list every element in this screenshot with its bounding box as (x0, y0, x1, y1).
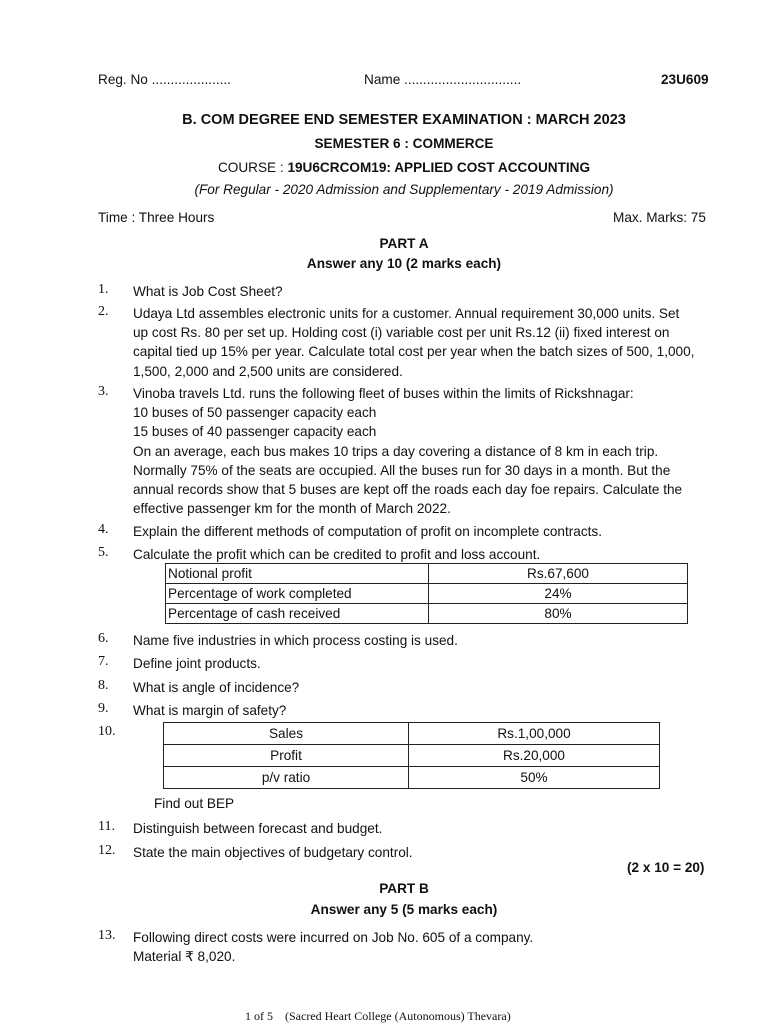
page-number: 1 of 5 (245, 1009, 273, 1023)
question-text: Calculate the profit which can be credited to profit and loss account. (133, 547, 541, 562)
paper-code: 23U609 (661, 72, 709, 87)
question-number: 9. (98, 701, 109, 716)
question-6 (98, 631, 718, 650)
question-1 (98, 282, 718, 301)
question-number: 12. (98, 843, 116, 858)
table-cell: 50% (409, 767, 660, 789)
table-cell: Percentage of cash received (166, 604, 429, 624)
question-9 (98, 701, 718, 720)
question-text: What is Job Cost Sheet? (133, 284, 283, 299)
question-line: On an average, each bus makes 10 trips a day covering a distance of 8 km in each trip. (133, 443, 659, 459)
table-row (166, 584, 688, 604)
question-2 (98, 304, 718, 381)
table-row (166, 564, 688, 584)
question-text (133, 384, 718, 518)
table-cell: Rs.20,000 (409, 745, 660, 767)
question-line: Vinoba travels Ltd. runs the following fleet of buses within the limits of Rickshnagar: (133, 386, 634, 401)
table-cell: Percentage of work completed (166, 584, 429, 604)
question-text (133, 928, 718, 966)
question-line: Udaya Ltd assembles electronic units for a customer. Annual requirement 30,000 units. Set (133, 306, 680, 321)
page-footer (245, 1009, 511, 1024)
part-a-instruction: Answer any 10 (2 marks each) (306, 256, 502, 271)
exam-time: Time : Three Hours (98, 210, 215, 225)
table-row (164, 767, 660, 789)
table-cell: Notional profit (166, 564, 429, 584)
question-line: 15 buses of 40 passenger capacity each (133, 424, 377, 440)
table-cell: Rs.1,00,000 (409, 723, 660, 745)
exam-title: B. COM DEGREE END SEMESTER EXAMINATION : MARCH 2023 (182, 112, 626, 128)
question-8 (98, 678, 718, 697)
table-cell: Rs.67,600 (429, 564, 688, 584)
table-row (164, 745, 660, 767)
question-3 (98, 384, 718, 518)
table-cell: 80% (429, 604, 688, 624)
question-11 (98, 819, 718, 838)
question-number: 2. (98, 304, 109, 319)
question-text: What is margin of safety? (133, 703, 287, 718)
question-line: Normally 75% of the seats are occupied. All the buses run for 30 days in a month. But the (133, 462, 671, 478)
question-line: Following direct costs were incurred on Job No. 605 of a company. (133, 930, 534, 945)
question-number: 3. (98, 384, 109, 399)
question-number: 1. (98, 282, 109, 297)
table-row (164, 723, 660, 745)
max-marks: Max. Marks: 75 (613, 210, 706, 225)
question-line: annual records show that 5 buses are kept off the roads each day foe repairs. Calculate the (133, 482, 683, 498)
question-number: 10. (98, 724, 116, 739)
bep-table (163, 722, 660, 789)
name-field: Name ............................... (364, 72, 522, 87)
question-text: Name five industries in which process costing is used. (133, 633, 458, 648)
table-cell: Profit (164, 745, 409, 767)
question-number: 6. (98, 631, 109, 646)
semester-title: SEMESTER 6 : COMMERCE (314, 136, 494, 151)
question-number: 13. (98, 928, 116, 943)
question-number: 4. (98, 522, 109, 537)
question-line: 1,500, 2,000 and 2,500 units are considered. (133, 363, 403, 379)
college-name: (Sacred Heart College (Autonomous) Thevara) (285, 1009, 511, 1023)
question-text: Explain the different methods of computation of profit on incomplete contracts. (133, 524, 602, 539)
table-cell: Sales (164, 723, 409, 745)
question-number: 7. (98, 654, 109, 669)
question-5 (98, 545, 718, 564)
question-number: 5. (98, 545, 109, 560)
course-prefix: COURSE : (217, 160, 288, 175)
table-cell: 24% (429, 584, 688, 604)
course-name: 19U6CRCOM19: APPLIED COST ACCOUNTING (287, 160, 591, 175)
part-b-instruction: Answer any 5 (5 marks each) (310, 902, 498, 917)
admission-note: (For Regular - 2020 Admission and Supplementary - 2019 Admission) (194, 182, 614, 197)
question-text: What is angle of incidence? (133, 680, 300, 695)
table-row (166, 604, 688, 624)
question-12 (98, 843, 718, 862)
part-a-title: PART A (379, 236, 429, 251)
course-title (0, 160, 768, 175)
question-line: Material ₹ 8,020. (133, 949, 236, 965)
table-cell: p/v ratio (164, 767, 409, 789)
part-a-marks: (2 x 10 = 20) (627, 860, 705, 875)
part-b-title: PART B (379, 881, 429, 896)
question-text: Distinguish between forecast and budget. (133, 821, 383, 836)
question-line: capital tied up 15% per year. Calculate total cost per year when the batch sizes of 500, 1,000, (133, 344, 695, 360)
question-text (133, 304, 718, 381)
question-text: Find out BEP (154, 796, 235, 811)
question-number: 8. (98, 678, 109, 693)
question-line: effective passenger km for the month of March 2022. (133, 501, 451, 517)
question-line: 10 buses of 50 passenger capacity each (133, 405, 377, 421)
question-text: Define joint products. (133, 656, 261, 671)
question-number: 11. (98, 819, 115, 834)
question-text: State the main objectives of budgetary control. (133, 845, 413, 860)
reg-no-field: Reg. No ..................... (98, 72, 231, 87)
question-7 (98, 654, 718, 673)
profit-table (165, 563, 688, 624)
question-line: up cost Rs. 80 per set up. Holding cost (i) variable cost per unit Rs.12 (ii) fixed interest on (133, 325, 670, 341)
question-4 (98, 522, 718, 541)
question-13 (98, 928, 718, 966)
